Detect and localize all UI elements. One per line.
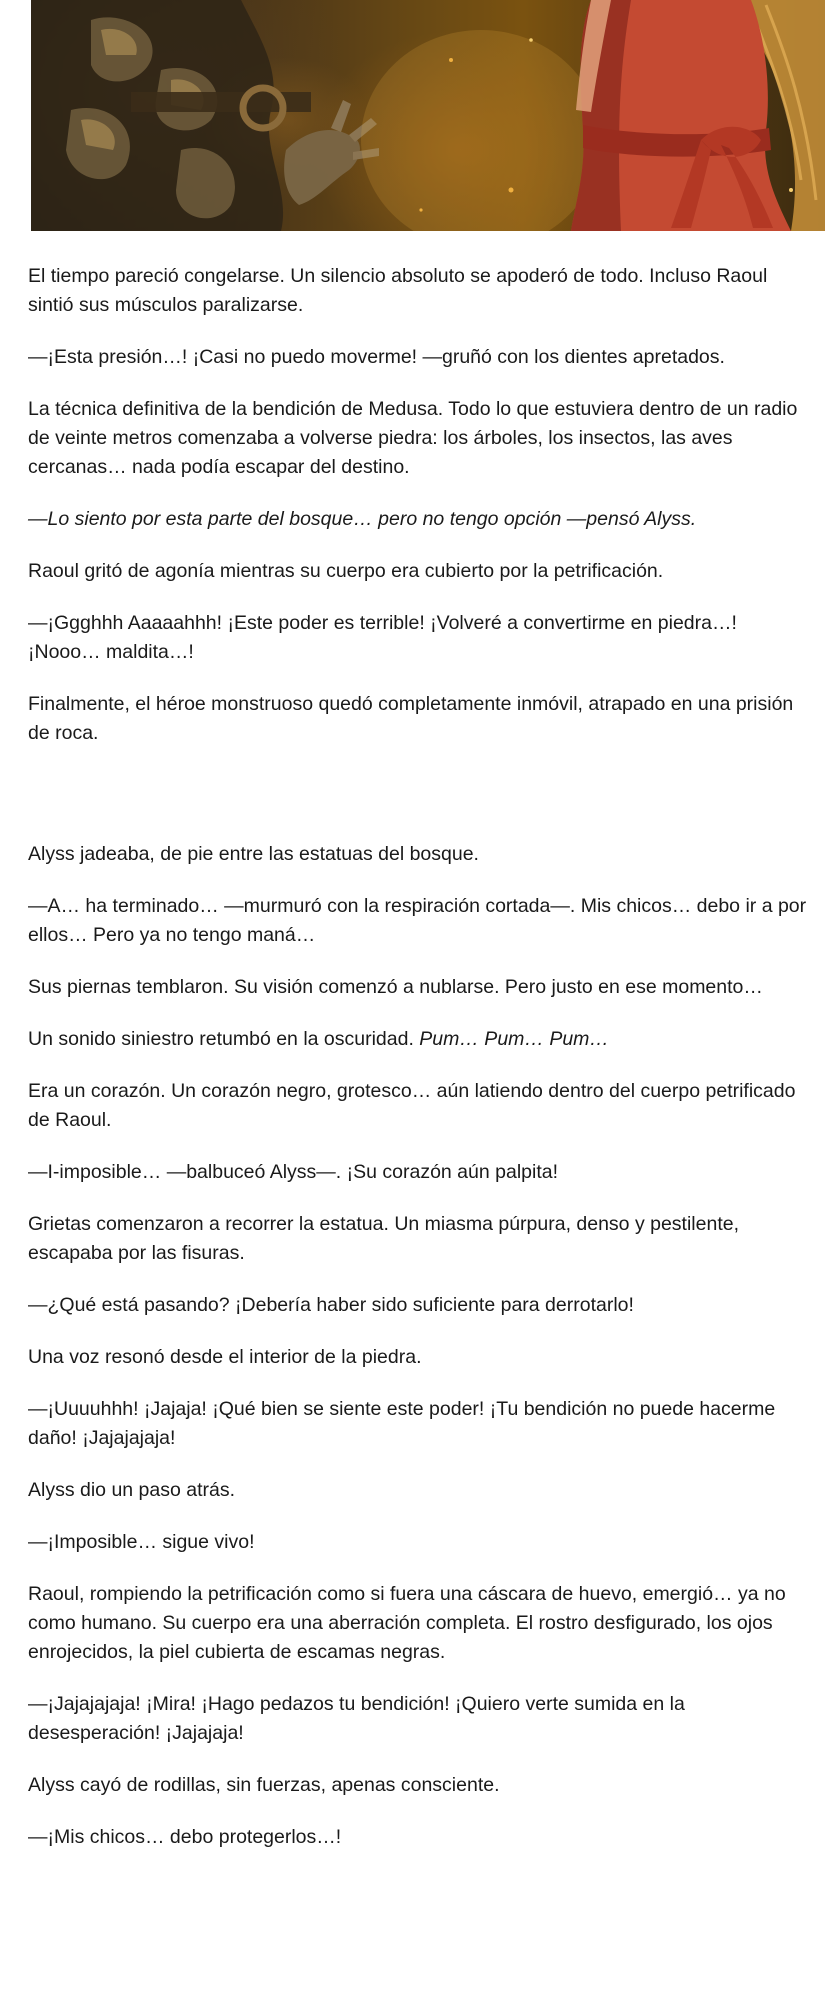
paragraph: Sus piernas temblaron. Su visión comenzó a nublarse. Pero justo en ese momento… xyxy=(28,976,763,998)
dialogue-paragraph: —¡Mis chicos… debo protegerlos…! xyxy=(28,1826,342,1848)
paragraph: Alyss dio un paso atrás. xyxy=(28,1479,236,1501)
illustration-artwork xyxy=(31,0,825,231)
italic-sound: Pum… Pum… Pum… xyxy=(419,1028,609,1050)
paragraph: El tiempo pareció congelarse. Un silencio absoluto se apoderó de todo. Incluso Raoul sintió sus músculos paralizarse. xyxy=(28,265,768,316)
ember-particle xyxy=(419,208,422,211)
paragraph-text: Un sonido siniestro retumbó en la oscuridad. xyxy=(28,1028,420,1050)
dialogue-paragraph: —¡Jajajajaja! ¡Mira! ¡Hago pedazos tu bendición! ¡Quiero verte sumida en la desesperación! ¡Jajajaja! xyxy=(28,1693,685,1744)
paragraph: La técnica definitiva de la bendición de Medusa. Todo lo que estuviera dentro de un radio de veinte metros comenzaba a volverse piedra: los árboles, los insectos, las aves cercanas… nada podía escapar del destino. xyxy=(28,398,798,478)
thought-paragraph xyxy=(28,505,814,534)
paragraph: Finalmente, el héroe monstruoso quedó completamente inmóvil, atrapado en una prisión de roca. xyxy=(28,693,794,744)
paragraph: Era un corazón. Un corazón negro, grotesco… aún latiendo dentro del cuerpo petrificado de Raoul. xyxy=(28,1080,796,1131)
golem-hand xyxy=(284,130,360,205)
paragraph: Raoul, rompiendo la petrificación como si fuera una cáscara de huevo, emergió… ya no como humano. Su cuerpo era una aberración completa. El rostro desfigurado, los ojos enrojecidos, la piel cubierta de escamas negras. xyxy=(28,1583,786,1663)
story-text xyxy=(28,262,814,1875)
paragraph: Grietas comenzaron a recorrer la estatua. Un miasma púrpura, denso y pestilente, escapaba por las fisuras. xyxy=(28,1213,740,1264)
dialogue-paragraph: —¿Qué está pasando? ¡Debería haber sido suficiente para derrotarlo! xyxy=(28,1294,634,1316)
dialogue-paragraph: —¡Imposible… sigue vivo! xyxy=(28,1531,255,1553)
dialogue-paragraph: —¡Esta presión…! ¡Casi no puedo moverme! —gruñó con los dientes apretados. xyxy=(28,346,725,368)
paragraph: Raoul gritó de agonía mientras su cuerpo era cubierto por la petrificación. xyxy=(28,560,664,582)
paragraph: Alyss jadeaba, de pie entre las estatuas del bosque. xyxy=(28,843,479,865)
ember-particle xyxy=(449,58,453,62)
ember-particle xyxy=(789,188,793,192)
italic-thought: —Lo siento por esta parte del bosque… pero no tengo opción —pensó Alyss. xyxy=(28,508,697,530)
chapter-illustration xyxy=(31,0,825,231)
paragraph: Una voz resonó desde el interior de la piedra. xyxy=(28,1346,422,1368)
ember-glow xyxy=(361,30,601,231)
dialogue-paragraph: —I-imposible… —balbuceó Alyss—. ¡Su corazón aún palpita! xyxy=(28,1161,559,1183)
dialogue-paragraph: —A… ha terminado… —murmuró con la respiración cortada—. Mis chicos… debo ir a por ellos… Pero ya no tengo maná… xyxy=(28,895,807,946)
ember-particle xyxy=(509,188,514,193)
paragraph: Alyss cayó de rodillas, sin fuerzas, apenas consciente. xyxy=(28,1774,500,1796)
paragraph xyxy=(28,1025,814,1054)
dialogue-paragraph: —¡Uuuuhhh! ¡Jajaja! ¡Qué bien se siente este poder! ¡Tu bendición no puede hacerme daño! ¡Jajajajaja! xyxy=(28,1398,776,1449)
dialogue-paragraph: —¡Ggghhh Aaaaahhh! ¡Este poder es terrible! ¡Volveré a convertirme en piedra…! ¡Nooo… maldita…! xyxy=(28,612,737,663)
ember-particle xyxy=(529,38,533,42)
